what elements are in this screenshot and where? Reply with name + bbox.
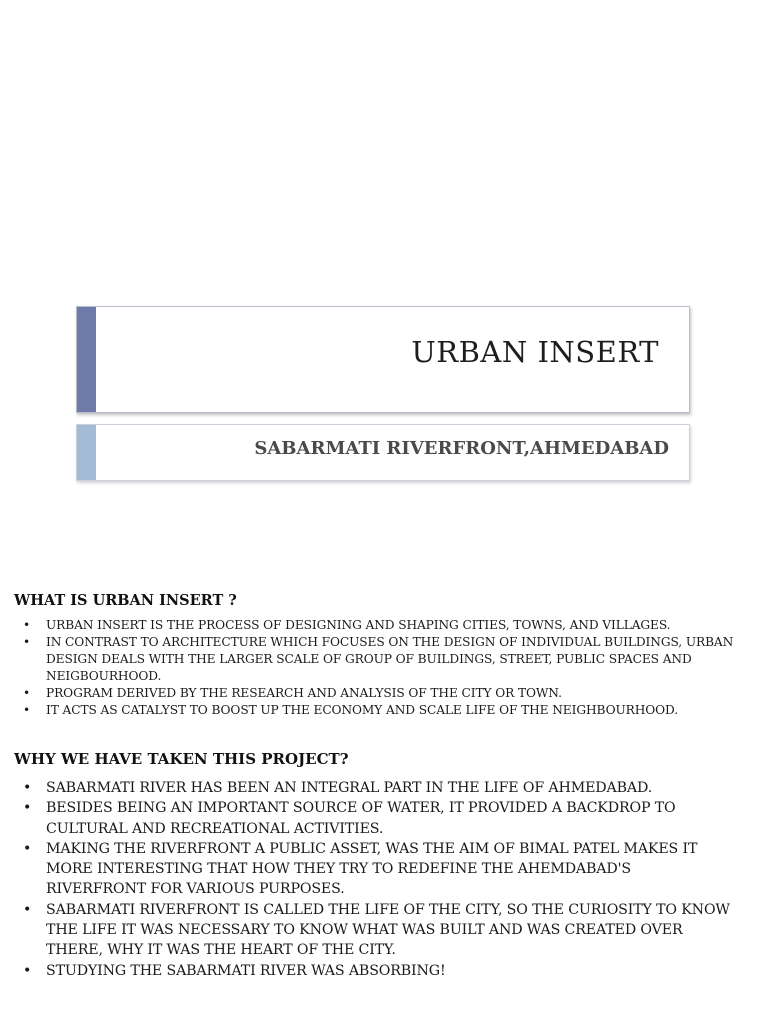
- list-item: • MAKING THE RIVERFRONT A PUBLIC ASSET, WAS THE AIM OF BIMAL PATEL MAKES IT MORE INTERESTING THAT HOW THEY TRY TO REDEFINE THE AHEMDABAD'S RIVERFRONT FOR VARIOUS PURPOSES.: [14, 839, 734, 900]
- list-item: • PROGRAM DERIVED BY THE RESEARCH AND ANALYSIS OF THE CITY OR TOWN.: [14, 685, 734, 702]
- bullet-list: [14, 617, 734, 719]
- subtitle-accent-bar: [77, 425, 96, 480]
- section-what-is-urban-insert: [14, 592, 734, 719]
- list-item: • BESIDES BEING AN IMPORTANT SOURCE OF WATER, IT PROVIDED A BACKDROP TO CULTURAL AND RECREATIONAL ACTIVITIES.: [14, 798, 734, 839]
- list-item: • STUDYING THE SABARMATI RIVER WAS ABSORBING!: [14, 961, 734, 981]
- bullet-list: [14, 778, 734, 981]
- list-item: • SABARMATI RIVER HAS BEEN AN INTEGRAL PART IN THE LIFE OF AHMEDABAD.: [14, 778, 734, 798]
- page-subtitle: SABARMATI RIVERFRONT,AHMEDABAD: [254, 438, 669, 459]
- section-heading: WHAT IS URBAN INSERT ?: [14, 592, 237, 609]
- title-accent-bar: [77, 307, 96, 412]
- title-box: [76, 306, 690, 413]
- list-item: • URBAN INSERT IS THE PROCESS OF DESIGNING AND SHAPING CITIES, TOWNS, AND VILLAGES.: [14, 617, 734, 634]
- subtitle-box: [76, 424, 690, 481]
- section-heading: WHY WE HAVE TAKEN THIS PROJECT?: [14, 750, 349, 768]
- list-item: • SABARMATI RIVERFRONT IS CALLED THE LIFE OF THE CITY, SO THE CURIOSITY TO KNOW THE LIFE IT WAS NECESSARY TO KNOW WHAT WAS BUILT AND WAS CREATED OVER THERE, WHY IT WAS THE HEART OF THE CITY.: [14, 900, 734, 961]
- list-item: • IT ACTS AS CATALYST TO BOOST UP THE ECONOMY AND SCALE LIFE OF THE NEIGHBOURHOOD.: [14, 702, 734, 719]
- section-why-this-project: [14, 750, 734, 981]
- list-item: • IN CONTRAST TO ARCHITECTURE WHICH FOCUSES ON THE DESIGN OF INDIVIDUAL BUILDINGS, URBAN DESIGN DEALS WITH THE LARGER SCALE OF GROUP OF BUILDINGS, STREET, PUBLIC SPACES AND NEIGBOURHOOD.: [14, 634, 734, 685]
- page-title: URBAN INSERT: [411, 335, 659, 369]
